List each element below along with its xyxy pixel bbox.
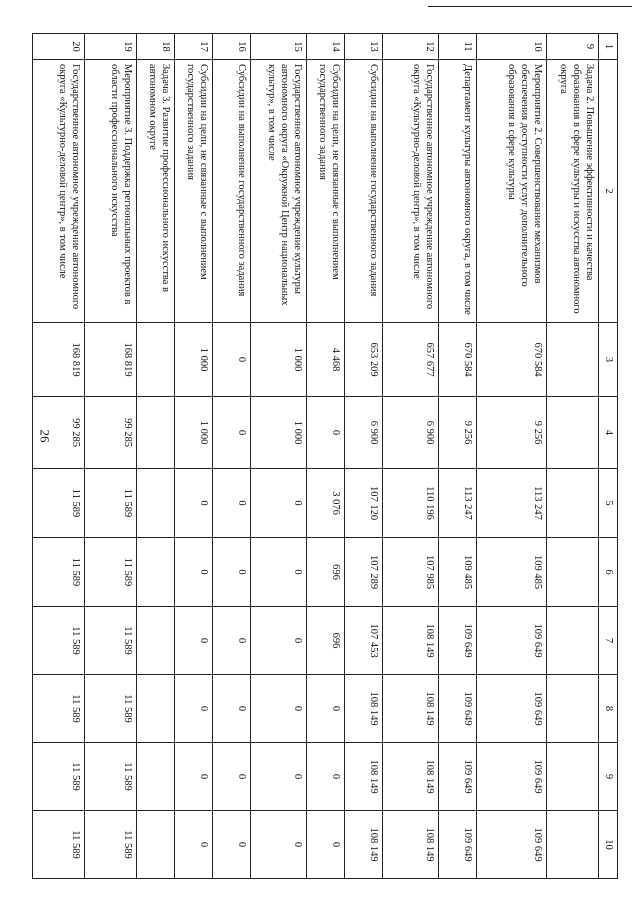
value-cell: 1 000 <box>251 397 307 469</box>
table-row <box>137 34 175 879</box>
row-label: Государственное автономное учреждение автономного округа «Культурно-деловой центр», в том числе <box>33 60 85 323</box>
row-number: 13 <box>345 34 383 60</box>
value-cell: 670 584 <box>477 323 547 397</box>
row-number: 18 <box>137 34 175 60</box>
value-cell: 0 <box>251 675 307 743</box>
row-label: Субсидии на выполнение государственного задания <box>345 60 383 323</box>
row-label: Государственное автономное учреждение автономного округа «Культурно-деловой центр», в том числе <box>383 60 439 323</box>
row-number: 16 <box>213 34 251 60</box>
table-row <box>213 34 251 879</box>
value-cell: 107 453 <box>345 607 383 675</box>
column-header: 2 <box>599 60 618 323</box>
value-cell: 0 <box>307 811 345 879</box>
value-cell: 109 649 <box>477 607 547 675</box>
value-cell: 670 584 <box>439 323 477 397</box>
column-header: 7 <box>599 607 618 675</box>
value-cell: 1 000 <box>175 323 213 397</box>
value-cell: 107 289 <box>345 538 383 607</box>
page-number: 26 <box>37 429 53 443</box>
value-cell: 11 589 <box>85 538 137 607</box>
value-cell: 4 468 <box>307 323 345 397</box>
value-cell: 108 149 <box>383 675 439 743</box>
value-cell: 0 <box>213 323 251 397</box>
value-cell: 113 247 <box>439 469 477 538</box>
value-cell: 653 209 <box>345 323 383 397</box>
table-row <box>477 34 547 879</box>
value-cell: 109 649 <box>477 811 547 879</box>
value-cell: 0 <box>175 469 213 538</box>
value-cell: 0 <box>213 675 251 743</box>
value-cell: 0 <box>213 811 251 879</box>
value-cell <box>137 323 175 397</box>
row-label: Задача 3. Развитие профессионального искусства в автономном округе <box>137 60 175 323</box>
value-cell: 0 <box>175 743 213 811</box>
table-row <box>175 34 213 879</box>
value-cell <box>137 607 175 675</box>
value-cell: 99 285 <box>85 397 137 469</box>
budget-table <box>32 33 618 879</box>
table-row <box>547 34 599 879</box>
value-cell: 109 649 <box>439 675 477 743</box>
value-cell: 0 <box>175 538 213 607</box>
column-header: 5 <box>599 469 618 538</box>
value-cell: 107 120 <box>345 469 383 538</box>
column-header: 1 <box>599 34 618 60</box>
column-header: 10 <box>599 811 618 879</box>
value-cell: 11 589 <box>85 743 137 811</box>
value-cell: 0 <box>175 811 213 879</box>
value-cell <box>547 538 599 607</box>
value-cell <box>137 397 175 469</box>
value-cell: 0 <box>175 675 213 743</box>
value-cell <box>547 323 599 397</box>
value-cell: 0 <box>251 743 307 811</box>
value-cell: 11 589 <box>33 675 85 743</box>
table-row <box>439 34 477 879</box>
table-row <box>345 34 383 879</box>
value-cell: 0 <box>251 469 307 538</box>
row-number: 9 <box>547 34 599 60</box>
value-cell: 0 <box>251 811 307 879</box>
table-row <box>33 34 85 879</box>
value-cell: 168 819 <box>33 323 85 397</box>
value-cell: 1 000 <box>175 397 213 469</box>
value-cell: 0 <box>213 607 251 675</box>
value-cell: 109 649 <box>439 811 477 879</box>
value-cell: 9 256 <box>439 397 477 469</box>
row-label: Мероприятие 2. Совершенствование механизмов обеспечения доступности услуг дополнительного образования в сфере культуры <box>477 60 547 323</box>
value-cell: 109 485 <box>477 538 547 607</box>
top-rule <box>428 6 632 7</box>
value-cell <box>137 675 175 743</box>
value-cell: 108 149 <box>345 743 383 811</box>
value-cell <box>547 607 599 675</box>
value-cell: 11 589 <box>85 469 137 538</box>
value-cell <box>547 811 599 879</box>
value-cell <box>547 469 599 538</box>
value-cell: 0 <box>307 675 345 743</box>
value-cell: 108 149 <box>383 811 439 879</box>
value-cell: 696 <box>307 538 345 607</box>
value-cell: 0 <box>307 397 345 469</box>
row-label: Задача 2. Повышение эффективности и качества образования в сфере культуры и искусства автономного округа <box>547 60 599 323</box>
row-number: 15 <box>251 34 307 60</box>
value-cell: 11 589 <box>33 743 85 811</box>
value-cell <box>547 743 599 811</box>
value-cell: 107 985 <box>383 538 439 607</box>
value-cell: 109 649 <box>477 743 547 811</box>
value-cell: 11 589 <box>85 675 137 743</box>
value-cell: 0 <box>307 743 345 811</box>
value-cell <box>137 811 175 879</box>
value-cell: 696 <box>307 607 345 675</box>
value-cell: 0 <box>175 607 213 675</box>
rotated-page <box>57 33 618 878</box>
value-cell: 0 <box>251 607 307 675</box>
value-cell: 108 149 <box>345 675 383 743</box>
row-number: 14 <box>307 34 345 60</box>
table-row <box>307 34 345 879</box>
value-cell: 6 900 <box>383 397 439 469</box>
value-cell: 0 <box>213 397 251 469</box>
column-header: 6 <box>599 538 618 607</box>
value-cell: 168 819 <box>85 323 137 397</box>
row-number: 10 <box>477 34 547 60</box>
value-cell: 11 589 <box>85 607 137 675</box>
row-number: 12 <box>383 34 439 60</box>
value-cell: 109 485 <box>439 538 477 607</box>
table-container <box>57 33 618 878</box>
value-cell: 0 <box>213 469 251 538</box>
row-number: 20 <box>33 34 85 60</box>
row-label: Департамент культуры автономного округа, в том числе <box>439 60 477 323</box>
value-cell <box>137 538 175 607</box>
value-cell: 0 <box>213 743 251 811</box>
value-cell <box>137 743 175 811</box>
value-cell: 99 285 <box>33 397 85 469</box>
value-cell: 108 149 <box>383 607 439 675</box>
value-cell: 11 589 <box>33 469 85 538</box>
value-cell: 11 589 <box>33 811 85 879</box>
value-cell: 9 256 <box>477 397 547 469</box>
row-number: 11 <box>439 34 477 60</box>
row-label: Субсидии на цели, не связанные с выполнением государственного задания <box>175 60 213 323</box>
table-row <box>383 34 439 879</box>
value-cell: 11 589 <box>85 811 137 879</box>
value-cell: 11 589 <box>33 538 85 607</box>
row-number: 19 <box>85 34 137 60</box>
value-cell <box>547 675 599 743</box>
row-label: Субсидии на цели, не связанные с выполнением государственного задания <box>307 60 345 323</box>
value-cell: 3 076 <box>307 469 345 538</box>
value-cell: 0 <box>213 538 251 607</box>
table-row <box>251 34 307 879</box>
value-cell: 0 <box>251 538 307 607</box>
column-header: 9 <box>599 743 618 811</box>
header-row <box>599 34 618 879</box>
value-cell: 6 900 <box>345 397 383 469</box>
value-cell: 11 589 <box>33 607 85 675</box>
value-cell: 109 649 <box>439 607 477 675</box>
row-number: 17 <box>175 34 213 60</box>
column-header: 3 <box>599 323 618 397</box>
column-header: 8 <box>599 675 618 743</box>
value-cell: 110 196 <box>383 469 439 538</box>
value-cell: 108 149 <box>345 811 383 879</box>
column-header: 4 <box>599 397 618 469</box>
row-label: Субсидии на выполнение государственного задания <box>213 60 251 323</box>
value-cell <box>137 469 175 538</box>
row-label: Мероприятие 3. Поддержка региональных проектов в области профессионального искусства <box>85 60 137 323</box>
value-cell: 657 677 <box>383 323 439 397</box>
value-cell <box>547 397 599 469</box>
table-row <box>85 34 137 879</box>
row-label: Государственное автономное учреждение культуры автономного округа «Окружной Центр национальных культур», в том числе <box>251 60 307 323</box>
value-cell: 109 649 <box>439 743 477 811</box>
value-cell: 108 149 <box>383 743 439 811</box>
value-cell: 1 000 <box>251 323 307 397</box>
value-cell: 113 247 <box>477 469 547 538</box>
value-cell: 109 649 <box>477 675 547 743</box>
